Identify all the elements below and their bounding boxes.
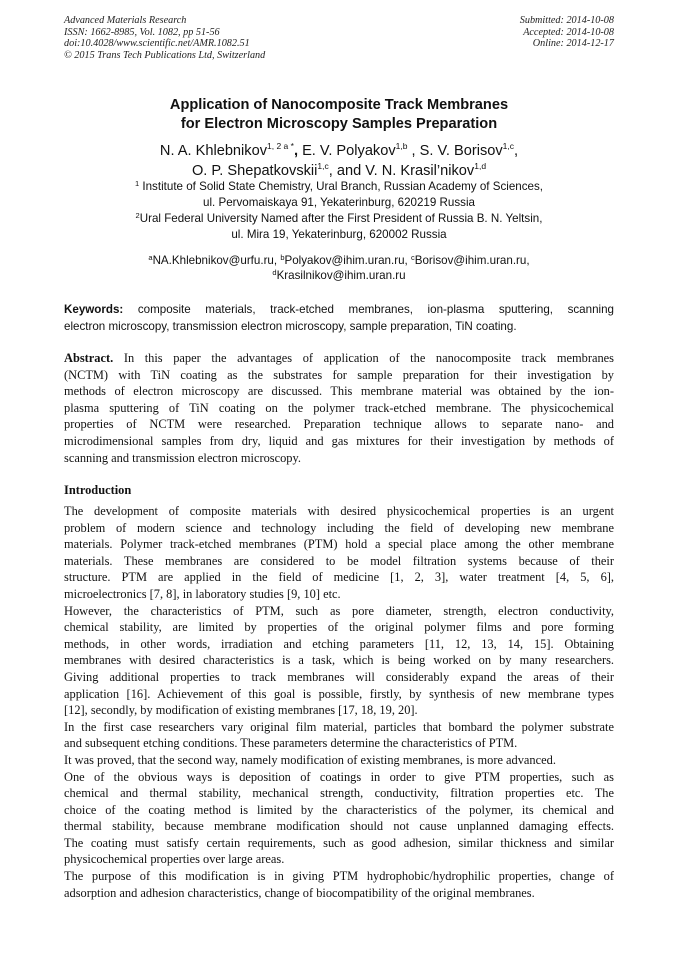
intro-line: chemical and thermal stability, mechanical strength, conductivity, filtration properties etc. The <box>64 786 614 801</box>
keywords-line-1 <box>64 301 614 318</box>
author-name: V. N. Krasil’nikov <box>365 163 475 179</box>
abstract-line: (NCTM) with TiN coating as the substrates for sample preparation for their investigation by <box>64 367 614 382</box>
intro-line: adsorption and adhesion characteristics, change of biocompatibility of the original membranes. <box>64 885 535 900</box>
email-link[interactable]: Borisov@ihim.uran.ru, <box>414 254 530 267</box>
section-heading-introduction: Introduction <box>64 483 132 497</box>
intro-line: However, the characteristics of PTM, such as pore diameter, strength, electron conductivity, <box>64 603 614 618</box>
keywords-text: composite materials, track-etched membranes, ion-plasma sputtering, scanning <box>123 303 614 316</box>
intro-line: It was proved, that the second way, namely modification of existing membranes, is more advanced. <box>64 752 556 767</box>
affiliation-1-line-2: ul. Pervomaiskaya 91, Yekaterinburg, 620219 Russia <box>203 196 475 209</box>
intro-line: The coating must satisfy certain requirements, such as good adhesion, similar thickness and similar <box>64 835 614 850</box>
affiliation-1-line-1 <box>40 179 638 195</box>
intro-line: thermal stability, because membrane modification should not cause unplanned damaging effects. <box>64 819 614 834</box>
email-link[interactable]: Krasilnikov@ihim.uran.ru <box>276 269 406 282</box>
emails-line-2 <box>40 268 638 283</box>
intro-line: choice of the coating method is limited by the characteristics of the polymer, its chemical and <box>64 802 614 817</box>
title-line-1: Application of Nanocomposite Track Membranes <box>169 97 509 113</box>
email-marker: d <box>272 268 277 277</box>
affiliation-text: Institute of Solid State Chemistry, Ural Branch, Russian Academy of Sciences, <box>139 180 543 193</box>
abstract-line: plasma sputtering of TiN coating on the polymer track-etched membrane. The physicochemical <box>64 400 614 415</box>
author-name: N. A. Khlebnikov <box>159 143 268 159</box>
abstract-line: methods of electron microscopy are discussed. This membrane material was obtained by the ion- <box>64 384 614 399</box>
author-connector: and <box>336 163 366 179</box>
email-marker: c <box>410 253 415 262</box>
title-line-2: for Electron Microscopy Samples Preparation <box>180 116 498 132</box>
dates-info <box>520 15 614 50</box>
online-date: Online: 2014-12-17 <box>532 38 614 50</box>
introduction-body <box>64 503 614 901</box>
intro-line: [12], secondly, by modification of existing membranes [17, 18, 19, 20]. <box>64 703 418 718</box>
intro-line: The purpose of this modification is in giving PTM hydrophobic/hydrophilic properties, change of <box>64 869 614 884</box>
author-list <box>40 141 638 181</box>
author-affil-marker: 1, 2 a * <box>267 141 294 151</box>
email-marker: a <box>148 253 153 262</box>
journal-name: Advanced Materials Research <box>64 15 187 26</box>
intro-line: materials. These membranes are considered to be model filtration systems because of their <box>64 553 614 568</box>
journal-info <box>64 15 265 61</box>
affiliation-2-line-1 <box>40 211 638 227</box>
intro-line: structure. PTM are applied in the field of medicine [1, 2, 3], water treatment [4, 5, 6], <box>64 570 614 585</box>
accepted-date: Accepted: 2014-10-08 <box>523 26 614 38</box>
submitted-date: Submitted: 2014-10-08 <box>519 15 614 26</box>
authors-line-1: N. A. Khlebnikov$^{1, 2 a *}$, E. V. Polyakov$^{1,b}$ , S. V. Borisov$^{1,c}$, <box>159 141 519 159</box>
intro-line: In the first case researchers vary original film material, particles that bombard the polymer substrate <box>64 719 614 734</box>
abstract-block <box>64 350 614 466</box>
abstract-text: In this paper the advantages of application of the nanocomposite track membranes <box>113 351 614 365</box>
affiliations <box>40 179 638 243</box>
intro-line: and subsequent etching conditions. These parameters determine the characteristics of PTM. <box>64 736 518 751</box>
author-name: S. V. Borisov <box>419 143 503 159</box>
intro-line: materials. Polymer track-etched membranes (PTM) hold a special place among the other membrane <box>64 537 614 552</box>
abstract-line: microdimensional samples from dry, liquid and gas mixtures for their investigation by methods of <box>64 433 614 448</box>
author-affil-marker: 1,b <box>395 141 408 151</box>
paper-title <box>40 96 638 134</box>
author-affil-marker: 1,d <box>474 161 487 171</box>
copyright-line: © 2015 Trans Tech Publications Ltd, Switzerland <box>64 49 266 61</box>
author-affil-marker: 1,c <box>502 141 514 151</box>
authors-line-2: O. P. Shepatkovskii$^{1,c}$, and V. N. Krasil’nikov$^{1,d}$ <box>191 161 487 179</box>
author-affil-marker: 1,c <box>317 161 329 171</box>
email-link[interactable]: Polyakov@ihim.uran.ru, <box>284 254 411 267</box>
email-link[interactable]: NA.Khlebnikov@urfu.ru, <box>152 254 281 267</box>
keywords-block <box>64 301 614 335</box>
affil-marker: 1 <box>135 179 140 188</box>
intro-line: problem of modern science and technology including the field of developing new membrane <box>64 520 614 535</box>
intro-line: Giving additional properties to track membranes will considerably expand the areas of their <box>64 669 614 684</box>
doi-line: doi:10.4028/www.scientific.net/AMR.1082.51 <box>64 38 250 50</box>
intro-line: physicochemical properties over large areas. <box>64 852 285 867</box>
affiliation-2-line-2: ul. Mira 19, Yekaterinburg, 620002 Russia <box>231 228 447 241</box>
intro-line: application [16]. Achievement of this goal is possible, firstly, by synthesis of new membrane types <box>64 686 614 701</box>
intro-line: membranes with desired characteristics is a task, which is being worked on by many researchers. <box>64 653 614 668</box>
author-name: O. P. Shepatkovskii <box>191 163 318 179</box>
intro-line: chemical stability, are limited by properties of the original polymer films and pore forming <box>64 620 614 635</box>
author-name: E. V. Polyakov <box>302 143 396 159</box>
intro-line: The development of composite materials with desired physicochemical properties is an urgent <box>64 504 614 518</box>
issn-line: ISSN: 1662-8985, Vol. 1082, pp 51-56 <box>64 26 220 38</box>
abstract-label: Abstract. <box>64 351 114 365</box>
email-marker: b <box>280 253 285 262</box>
affiliation-text: Ural Federal University Named after the First President of Russia B. N. Yeltsin, <box>139 212 543 225</box>
keywords-line-2: electron microscopy, transmission electron microscopy, sample preparation, TiN coating. <box>64 320 517 333</box>
abstract-line <box>64 350 614 367</box>
email-list <box>40 253 638 283</box>
abstract-line: scanning and transmission electron microscopy. <box>64 450 301 465</box>
intro-line: One of the obvious ways is deposition of coatings in order to give PTM properties, such as <box>64 769 614 784</box>
intro-line: microelectronics [7, 8], in laboratory studies [9, 10] etc. <box>64 586 341 601</box>
affil-marker: 2 <box>135 211 140 220</box>
emails-line-1 <box>40 253 638 268</box>
abstract-line: properties of NCTM were researched. Preparation technique allows to separate nano- and <box>64 417 614 432</box>
keywords-label: Keywords: <box>64 303 124 316</box>
intro-line: methods, in other words, irradiation and etching parameters [11, 12, 13, 14, 15]. Obtaining <box>64 636 614 651</box>
